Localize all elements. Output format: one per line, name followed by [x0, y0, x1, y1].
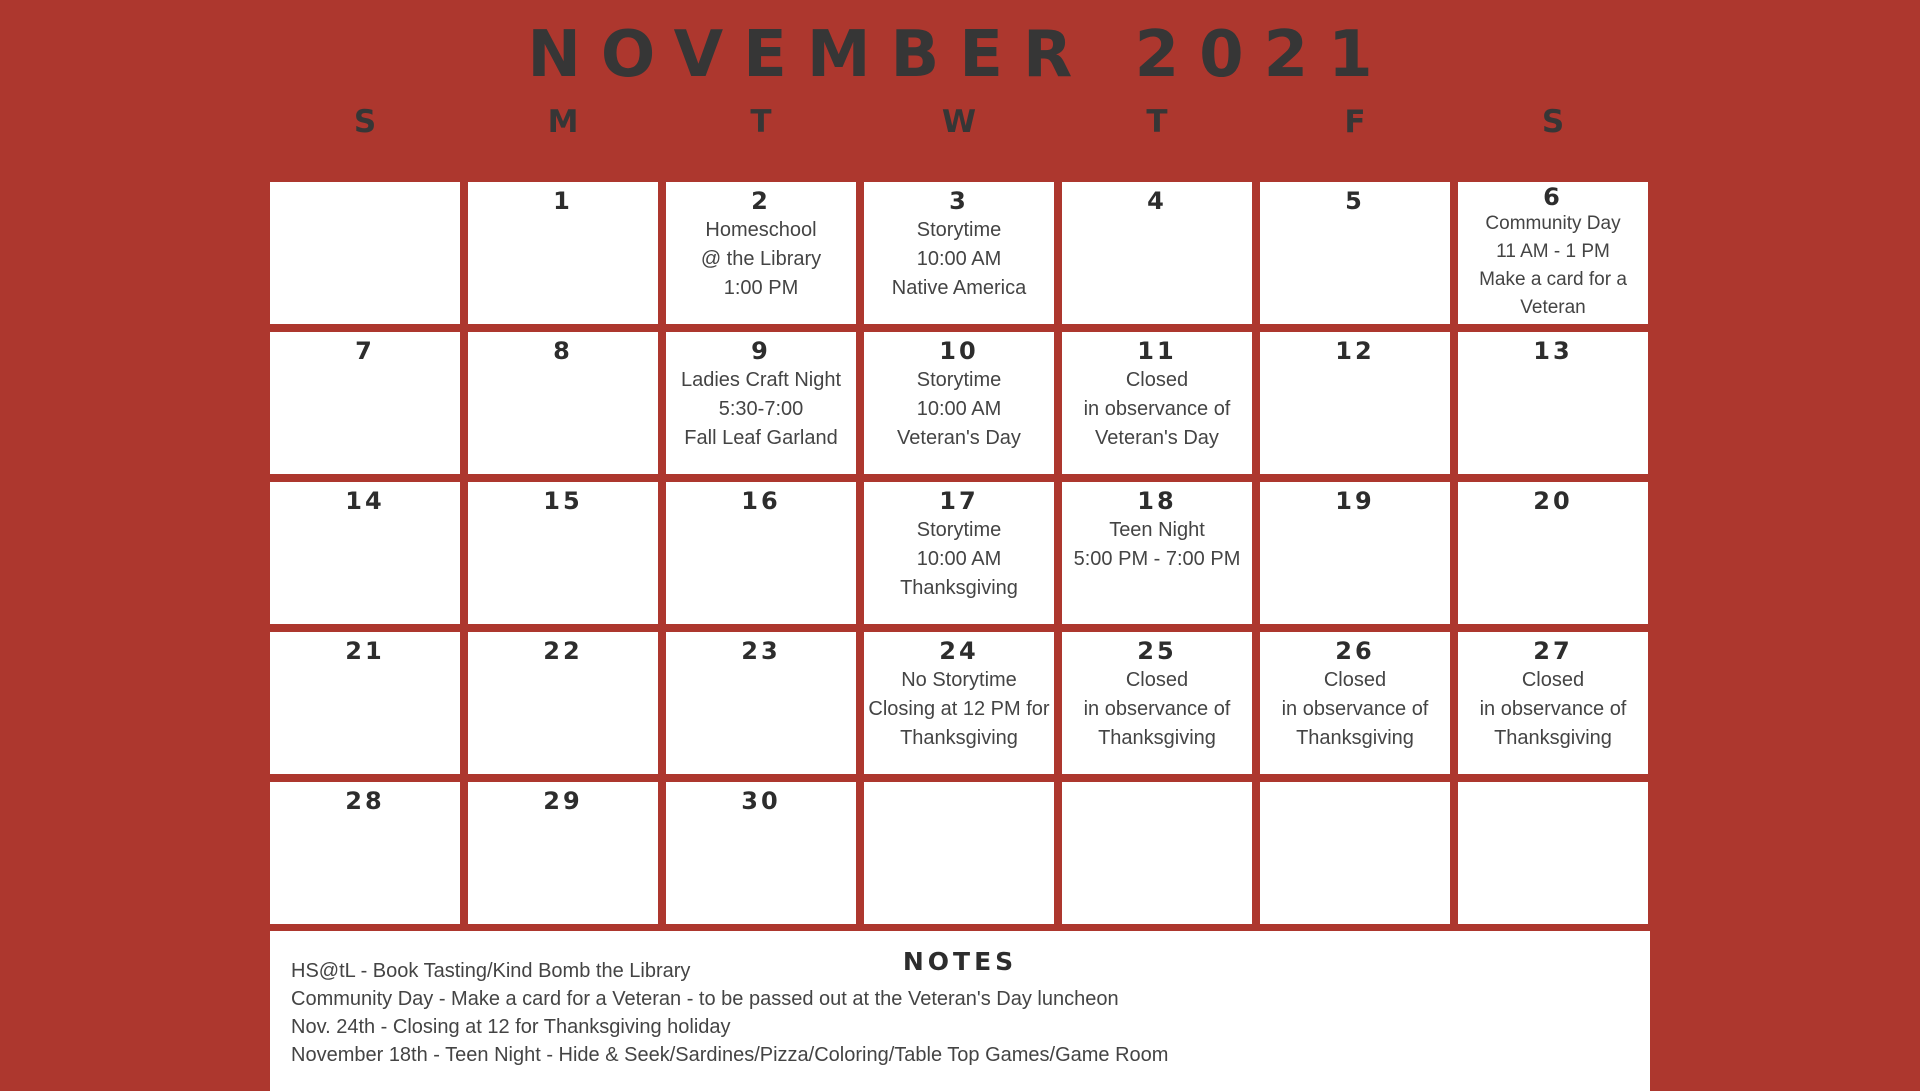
day-cell-28 — [270, 782, 460, 924]
event-text: Closing at 12 PM for — [868, 698, 1050, 720]
day-cell-5 — [1260, 182, 1450, 324]
day-cell-17 — [864, 482, 1054, 624]
event-text: 10:00 AM — [916, 548, 1002, 570]
event-text: 10:00 AM — [916, 398, 1002, 420]
note-line: HS@tL - Book Tasting/Kind Bomb the Library — [291, 960, 691, 982]
month-title: NOVEMBER 2021 — [527, 18, 1393, 92]
day-cell-3 — [864, 182, 1054, 324]
day-cell-10 — [864, 332, 1054, 474]
day-number: 19 — [1335, 487, 1375, 515]
note-line: Nov. 24th - Closing at 12 for Thanksgiving holiday — [291, 1016, 731, 1038]
day-number: 24 — [939, 637, 979, 665]
day-cell-15 — [468, 482, 658, 624]
day-cell-9 — [666, 332, 856, 474]
event-text: in observance of — [1083, 398, 1231, 420]
day-number: 21 — [345, 637, 385, 665]
event-text: Thanksgiving — [1098, 727, 1216, 749]
weekday-header-fri: F — [1344, 104, 1366, 140]
event-text: Thanksgiving — [900, 727, 1018, 749]
event-text: in observance of — [1479, 698, 1627, 720]
day-cell-14 — [270, 482, 460, 624]
event-text: Native America — [891, 277, 1027, 299]
day-number: 4 — [1147, 187, 1167, 215]
day-cell-18 — [1062, 482, 1252, 624]
day-number: 28 — [345, 787, 385, 815]
event-text: Veteran — [1520, 297, 1586, 318]
event-text: Thanksgiving — [1296, 727, 1414, 749]
event-text: @ the Library — [700, 248, 822, 270]
day-number: 7 — [355, 337, 375, 365]
day-cell-24 — [864, 632, 1054, 774]
weekday-header-tue: T — [750, 104, 772, 140]
day-cell-25 — [1062, 632, 1252, 774]
day-cell-16 — [666, 482, 856, 624]
day-cell-29 — [468, 782, 658, 924]
day-cell-19 — [1260, 482, 1450, 624]
day-cell-26 — [1260, 632, 1450, 774]
day-number: 14 — [345, 487, 385, 515]
note-line: Community Day - Make a card for a Veteran - to be passed out at the Veteran's Day luncheon — [291, 988, 1119, 1010]
weekday-header-wed: W — [941, 104, 977, 140]
event-text: Ladies Craft Night — [680, 369, 842, 391]
event-text: 5:30-7:00 — [718, 398, 804, 420]
event-text: Fall Leaf Garland — [684, 427, 838, 449]
day-cell-1 — [468, 182, 658, 324]
event-text: No Storytime — [901, 669, 1017, 691]
day-number: 25 — [1137, 637, 1177, 665]
weekday-header-sun: S — [353, 104, 377, 140]
notes-list — [291, 957, 1168, 1069]
day-number: 9 — [751, 337, 771, 365]
day-cell-8 — [468, 332, 658, 474]
day-number: 23 — [741, 637, 781, 665]
day-number: 12 — [1335, 337, 1375, 365]
day-cell-2 — [666, 182, 856, 324]
day-number: 29 — [543, 787, 583, 815]
day-cell-6 — [1458, 182, 1648, 324]
event-text: Veteran's Day — [897, 427, 1021, 449]
empty-day-cell — [1260, 782, 1450, 924]
day-number: 5 — [1345, 187, 1365, 215]
event-text: Closed — [1323, 669, 1387, 691]
empty-day-cell — [270, 182, 460, 324]
day-cell-23 — [666, 632, 856, 774]
day-cell-22 — [468, 632, 658, 774]
day-number: 17 — [939, 487, 979, 515]
day-number: 1 — [553, 187, 573, 215]
event-text: Closed — [1125, 669, 1189, 691]
day-number: 15 — [543, 487, 583, 515]
day-cell-12 — [1260, 332, 1450, 474]
event-text: Homeschool — [705, 219, 817, 241]
event-text: Closed — [1521, 669, 1585, 691]
weekday-header-mon: M — [547, 104, 579, 140]
day-cell-21 — [270, 632, 460, 774]
day-number: 13 — [1533, 337, 1573, 365]
empty-day-cell — [1458, 782, 1648, 924]
event-text: in observance of — [1281, 698, 1429, 720]
day-number: 10 — [939, 337, 979, 365]
event-text: Closed — [1125, 369, 1189, 391]
event-text: Thanksgiving — [1494, 727, 1612, 749]
event-text: Thanksgiving — [900, 577, 1018, 599]
notes-title: NOTES — [902, 947, 1018, 976]
event-text: Storytime — [916, 369, 1002, 391]
day-number: 26 — [1335, 637, 1375, 665]
day-number: 27 — [1533, 637, 1573, 665]
event-text: Storytime — [916, 219, 1002, 241]
day-number: 3 — [949, 187, 969, 215]
event-text: 1:00 PM — [723, 277, 799, 299]
event-text: Teen Night — [1109, 519, 1205, 541]
day-cell-13 — [1458, 332, 1648, 474]
empty-day-cell — [1062, 782, 1252, 924]
day-number: 20 — [1533, 487, 1573, 515]
day-number: 6 — [1543, 183, 1563, 211]
day-number: 11 — [1137, 337, 1177, 365]
day-number: 22 — [543, 637, 583, 665]
event-text: Community Day — [1485, 213, 1621, 234]
event-text: in observance of — [1083, 698, 1231, 720]
empty-day-cell — [864, 782, 1054, 924]
day-number: 18 — [1137, 487, 1177, 515]
event-text: Storytime — [916, 519, 1002, 541]
event-text: 11 AM - 1 PM — [1496, 241, 1610, 262]
day-cell-30 — [666, 782, 856, 924]
day-cell-7 — [270, 332, 460, 474]
weekday-header-sat: S — [1541, 104, 1565, 140]
event-text: 5:00 PM - 7:00 PM — [1073, 548, 1241, 570]
day-number: 16 — [741, 487, 781, 515]
day-number: 30 — [741, 787, 781, 815]
weekday-header-thu: T — [1146, 104, 1168, 140]
day-cell-20 — [1458, 482, 1648, 624]
note-line: November 18th - Teen Night - Hide & Seek/Sardines/Pizza/Coloring/Table Top Games/Game Room — [291, 1044, 1169, 1066]
day-cell-27 — [1458, 632, 1648, 774]
notes-panel — [270, 931, 1650, 1091]
event-text: 10:00 AM — [916, 248, 1002, 270]
day-number: 8 — [553, 337, 573, 365]
day-cell-4 — [1062, 182, 1252, 324]
event-text: Make a card for a — [1479, 269, 1627, 290]
event-text: Veteran's Day — [1095, 427, 1219, 449]
day-cell-11 — [1062, 332, 1252, 474]
day-number: 2 — [751, 187, 771, 215]
